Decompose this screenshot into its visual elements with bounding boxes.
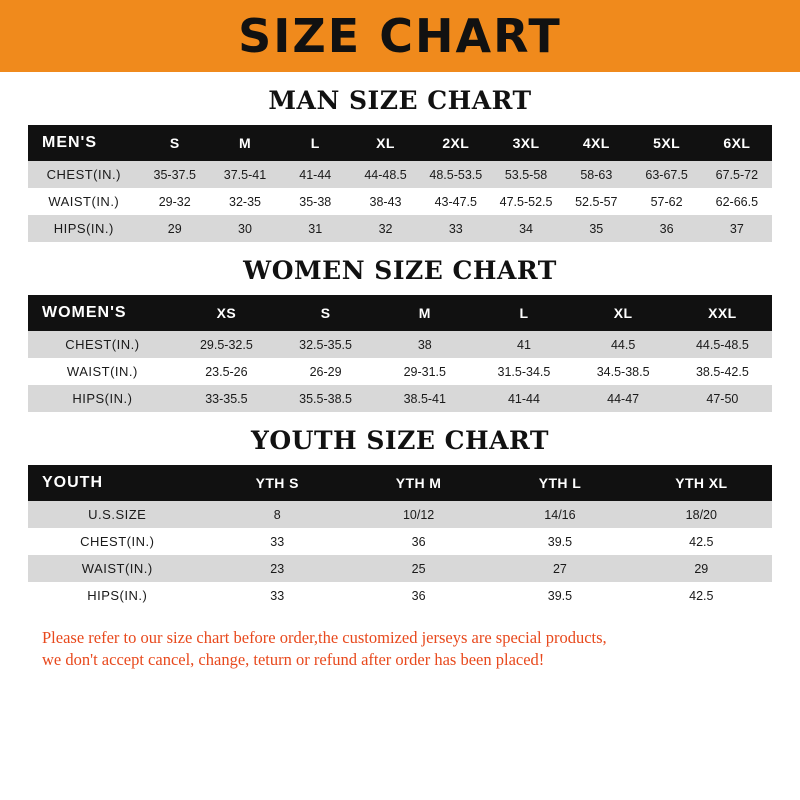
- youth-row-chest-label: CHEST(IN.): [28, 528, 207, 555]
- section-title-men: MAN SIZE CHART: [268, 86, 532, 115]
- women-waist-l: 31.5-34.5: [474, 358, 573, 385]
- chart-content: [0, 86, 800, 672]
- men-header-xl: XL: [350, 125, 420, 161]
- women-waist-xs: 23.5-26: [177, 358, 276, 385]
- men-row-waist-label: WAIST(IN.): [28, 188, 140, 215]
- men-waist-l: 35-38: [280, 188, 350, 215]
- youth-ussize-s: 8: [207, 501, 348, 528]
- youth-chest-s: 33: [207, 528, 348, 555]
- men-waist-5xl: 57-62: [631, 188, 701, 215]
- men-hips-l: 31: [280, 215, 350, 242]
- men-table-head: [28, 125, 772, 161]
- men-chest-s: 35-37.5: [140, 161, 210, 188]
- men-chest-l: 41-44: [280, 161, 350, 188]
- page-banner: [0, 0, 800, 72]
- table-header-row: [28, 295, 772, 331]
- men-header-3xl: 3XL: [491, 125, 561, 161]
- men-hips-4xl: 35: [561, 215, 631, 242]
- youth-waist-m: 25: [348, 555, 489, 582]
- table-row: [28, 582, 772, 609]
- women-row-waist-label: WAIST(IN.): [28, 358, 177, 385]
- women-header-xs: XS: [177, 295, 276, 331]
- section-women: [28, 256, 772, 412]
- youth-row-ussize-label: U.S.SIZE: [28, 501, 207, 528]
- youth-table-body: [28, 501, 772, 609]
- women-hips-xl: 44-47: [574, 385, 673, 412]
- women-waist-s: 26-29: [276, 358, 375, 385]
- men-header-4xl: 4XL: [561, 125, 631, 161]
- men-header-l: L: [280, 125, 350, 161]
- table-row: [28, 215, 772, 242]
- men-chest-4xl: 58-63: [561, 161, 631, 188]
- men-chest-5xl: 63-67.5: [631, 161, 701, 188]
- women-header-xl: XL: [574, 295, 673, 331]
- men-waist-6xl: 62-66.5: [702, 188, 772, 215]
- youth-hips-xl: 42.5: [631, 582, 772, 609]
- men-size-table: [28, 125, 772, 242]
- men-table-body: [28, 161, 772, 242]
- women-chest-xs: 29.5-32.5: [177, 331, 276, 358]
- men-chest-6xl: 67.5-72: [702, 161, 772, 188]
- men-hips-2xl: 33: [421, 215, 491, 242]
- youth-table-head: [28, 465, 772, 501]
- men-row-hips-label: HIPS(IN.): [28, 215, 140, 242]
- women-row-hips-label: HIPS(IN.): [28, 385, 177, 412]
- table-row: [28, 161, 772, 188]
- men-hips-5xl: 36: [631, 215, 701, 242]
- table-row: [28, 528, 772, 555]
- youth-chest-xl: 42.5: [631, 528, 772, 555]
- youth-chest-m: 36: [348, 528, 489, 555]
- women-row-chest-label: CHEST(IN.): [28, 331, 177, 358]
- women-chest-l: 41: [474, 331, 573, 358]
- women-hips-xxl: 47-50: [673, 385, 772, 412]
- section-title-youth: YOUTH SIZE CHART: [251, 426, 549, 455]
- women-size-table: [28, 295, 772, 412]
- women-table-body: [28, 331, 772, 412]
- youth-hips-m: 36: [348, 582, 489, 609]
- men-waist-4xl: 52.5-57: [561, 188, 631, 215]
- men-waist-2xl: 43-47.5: [421, 188, 491, 215]
- women-header-m: M: [375, 295, 474, 331]
- table-row: [28, 331, 772, 358]
- youth-ussize-xl: 18/20: [631, 501, 772, 528]
- men-hips-6xl: 37: [702, 215, 772, 242]
- youth-header-s: YTH S: [207, 465, 348, 501]
- youth-header-xl: YTH XL: [631, 465, 772, 501]
- youth-chest-l: 39.5: [489, 528, 630, 555]
- men-header-label: MEN'S: [28, 125, 140, 161]
- men-header-2xl: 2XL: [421, 125, 491, 161]
- table-row: [28, 188, 772, 215]
- men-header-m: M: [210, 125, 280, 161]
- youth-size-table: [28, 465, 772, 609]
- men-chest-m: 37.5-41: [210, 161, 280, 188]
- youth-waist-xl: 29: [631, 555, 772, 582]
- women-table-head: [28, 295, 772, 331]
- youth-header-m: YTH M: [348, 465, 489, 501]
- men-hips-m: 30: [210, 215, 280, 242]
- women-hips-l: 41-44: [474, 385, 573, 412]
- page-title: SIZE CHART: [238, 9, 562, 63]
- men-chest-xl: 44-48.5: [350, 161, 420, 188]
- women-header-l: L: [474, 295, 573, 331]
- women-waist-m: 29-31.5: [375, 358, 474, 385]
- men-header-5xl: 5XL: [631, 125, 701, 161]
- youth-ussize-l: 14/16: [489, 501, 630, 528]
- men-hips-s: 29: [140, 215, 210, 242]
- women-hips-s: 35.5-38.5: [276, 385, 375, 412]
- men-waist-3xl: 47.5-52.5: [491, 188, 561, 215]
- men-waist-m: 32-35: [210, 188, 280, 215]
- table-row: [28, 555, 772, 582]
- men-header-s: S: [140, 125, 210, 161]
- women-chest-xl: 44.5: [574, 331, 673, 358]
- women-waist-xxl: 38.5-42.5: [673, 358, 772, 385]
- footer-disclaimer: [28, 621, 772, 672]
- women-chest-xxl: 44.5-48.5: [673, 331, 772, 358]
- footer-line-2: we don't accept cancel, change, teturn or refund after order has been placed!: [42, 650, 545, 670]
- youth-row-hips-label: HIPS(IN.): [28, 582, 207, 609]
- women-chest-m: 38: [375, 331, 474, 358]
- women-hips-m: 38.5-41: [375, 385, 474, 412]
- men-chest-3xl: 53.5-58: [491, 161, 561, 188]
- women-waist-xl: 34.5-38.5: [574, 358, 673, 385]
- women-hips-xs: 33-35.5: [177, 385, 276, 412]
- table-row: [28, 501, 772, 528]
- women-header-s: S: [276, 295, 375, 331]
- men-hips-xl: 32: [350, 215, 420, 242]
- men-row-chest-label: CHEST(IN.): [28, 161, 140, 188]
- men-waist-s: 29-32: [140, 188, 210, 215]
- youth-header-label: YOUTH: [28, 465, 207, 501]
- women-header-xxl: XXL: [673, 295, 772, 331]
- table-header-row: [28, 465, 772, 501]
- youth-hips-s: 33: [207, 582, 348, 609]
- youth-hips-l: 39.5: [489, 582, 630, 609]
- section-men: [28, 86, 772, 242]
- section-youth: [28, 426, 772, 609]
- youth-header-l: YTH L: [489, 465, 630, 501]
- men-hips-3xl: 34: [491, 215, 561, 242]
- men-chest-2xl: 48.5-53.5: [421, 161, 491, 188]
- men-header-6xl: 6XL: [702, 125, 772, 161]
- section-title-women: WOMEN SIZE CHART: [243, 256, 557, 285]
- men-waist-xl: 38-43: [350, 188, 420, 215]
- women-header-label: WOMEN'S: [28, 295, 177, 331]
- table-row: [28, 385, 772, 412]
- women-chest-s: 32.5-35.5: [276, 331, 375, 358]
- youth-waist-l: 27: [489, 555, 630, 582]
- youth-row-waist-label: WAIST(IN.): [28, 555, 207, 582]
- table-header-row: [28, 125, 772, 161]
- table-row: [28, 358, 772, 385]
- youth-ussize-m: 10/12: [348, 501, 489, 528]
- footer-line-1: Please refer to our size chart before order,the customized jerseys are special products,: [42, 628, 607, 647]
- youth-waist-s: 23: [207, 555, 348, 582]
